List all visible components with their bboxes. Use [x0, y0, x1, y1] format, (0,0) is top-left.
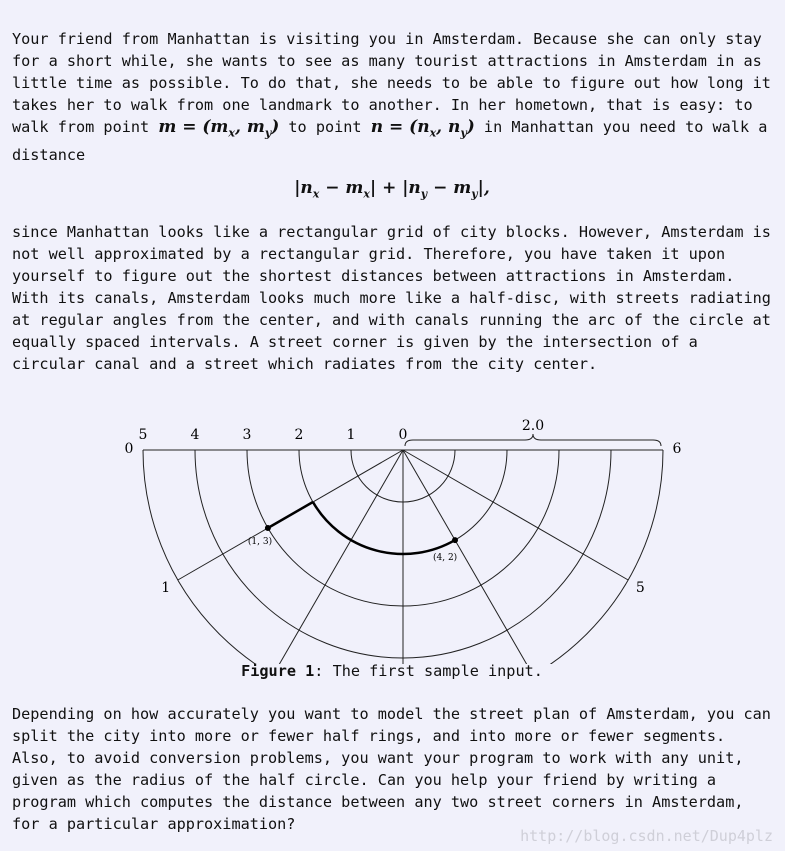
half-disc-diagram — [112, 394, 692, 664]
intro-text-3: in Manhattan you need to walk a distance — [12, 118, 768, 165]
ring-label: 0 — [398, 427, 408, 443]
street-label: 5 — [635, 580, 645, 596]
street-label: 6 — [672, 441, 682, 457]
intro-text-2: to point — [279, 118, 371, 136]
ring-label: 5 — [138, 427, 148, 443]
ring-label: 1 — [346, 427, 356, 443]
ring-label: 4 — [190, 427, 200, 443]
point-b-label: (4, 2) — [433, 553, 458, 564]
paragraph-intro — [12, 28, 772, 166]
point-a-label: (1, 3) — [247, 537, 273, 547]
watermark: http://blog.csdn.net/Dup4plz — [520, 827, 773, 845]
figure-caption — [12, 662, 772, 680]
point-m-formula: $m = (m_x$, $m_y$) — [158, 117, 280, 140]
point-b-marker — [452, 537, 458, 543]
manhattan-distance-formula: $|n_x - m_x| + |n_y - m_y|$, — [294, 178, 490, 201]
paragraph-amsterdam: since Manhattan looks like a rectangular grid of city blocks. However, Amsterdam is not well approximated by a rectangular grid. Therefore, you have taken it upon yourself to figure out the shortest distances between attractions in Amsterdam. With its canals, Amsterdam looks much more like a half-disc, with streets radiating at regular angles from the center, and with canals running the arc of the circle at equally spaced intervals. A street corner is given by the intersection of a circular canal and a street which radiates from the city center. — [12, 223, 771, 373]
radius-brace — [405, 434, 661, 446]
ring-label: 3 — [242, 427, 252, 443]
street-label: 0 — [124, 441, 134, 457]
paragraph-task: Depending on how accurately you want to model the street plan of Amsterdam, you can split the city into more or fewer half rings, and into more or fewer segments. Also, to avoid conversion problems, you want your program to work with any unit, given as the radius of the half circle. Can you help your friend by writing a program which computes the distance between any two street corners in Amsterdam, for a particular approximation? — [12, 705, 771, 833]
caption-text: : The first sample input. — [314, 662, 543, 680]
point-n-formula: $n = (n_x$, $n_y$) — [370, 117, 475, 140]
radius-label: 2.0 — [521, 418, 545, 434]
path-segment — [268, 502, 313, 528]
street-label: 1 — [161, 580, 171, 596]
ring-label: 2 — [294, 427, 304, 443]
caption-label: Figure 1 — [241, 662, 315, 680]
amsterdam-figure — [112, 394, 692, 664]
path-arc — [313, 502, 455, 554]
street-line — [273, 450, 403, 664]
street-line — [403, 450, 533, 664]
intro-text: Your friend from Manhattan is visiting you in Amsterdam. Because she can only stay for a short while, she wants to see as many tourist attractions in Amsterdam in as little time as possible. To do that, she needs to be able to figure out how long it takes her to walk from one landmark to another. In her hometown, that is easy: to walk from point — [12, 30, 771, 136]
point-a-marker — [265, 525, 271, 531]
